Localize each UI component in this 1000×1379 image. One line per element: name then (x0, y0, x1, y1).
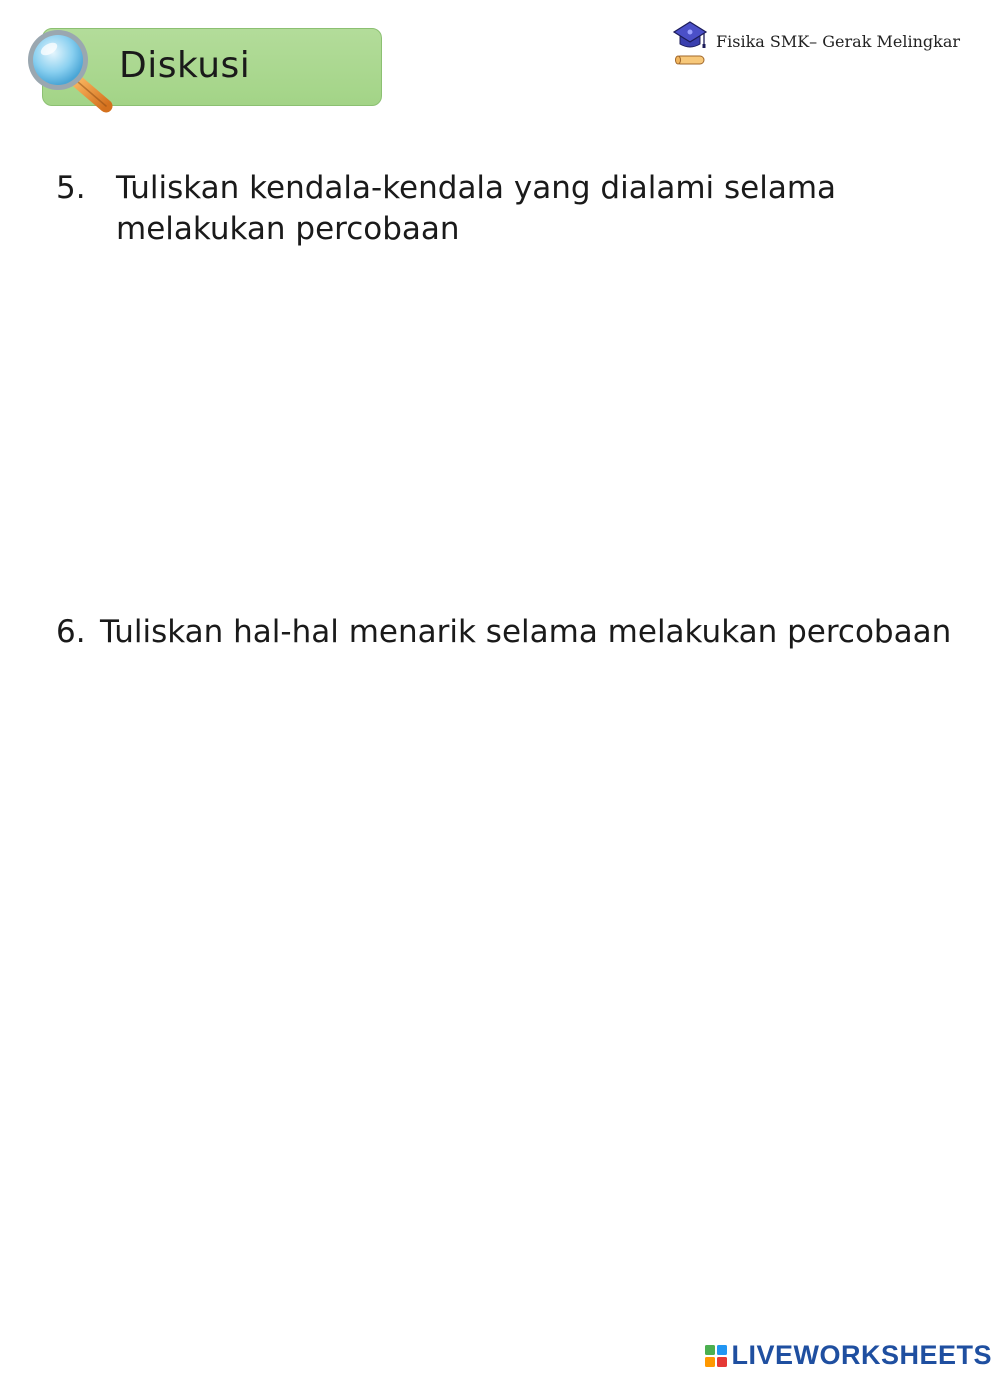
question-number: 6. (56, 614, 86, 650)
question-number: 5. (56, 170, 86, 206)
banner-title: Diskusi (119, 45, 251, 86)
magnifier-icon (18, 22, 116, 116)
subject-label: Fisika SMK– Gerak Melingkar (716, 31, 960, 51)
question-text: Tuliskan hal-hal menarik selama melakukan percobaan (100, 614, 952, 650)
header-subject (672, 20, 960, 68)
question-6 (56, 612, 956, 653)
graduation-cap-icon (672, 20, 708, 68)
liveworksheets-brand: LIVEWORKSHEETS (731, 1340, 992, 1370)
question-5 (56, 168, 916, 250)
liveworksheets-logo-icon (705, 1345, 727, 1367)
question-text-line-2: melakukan percobaan (116, 211, 460, 247)
liveworksheets-logo (705, 1340, 992, 1371)
question-text-line-1: Tuliskan kendala-kendala yang dialami selama (116, 170, 837, 206)
